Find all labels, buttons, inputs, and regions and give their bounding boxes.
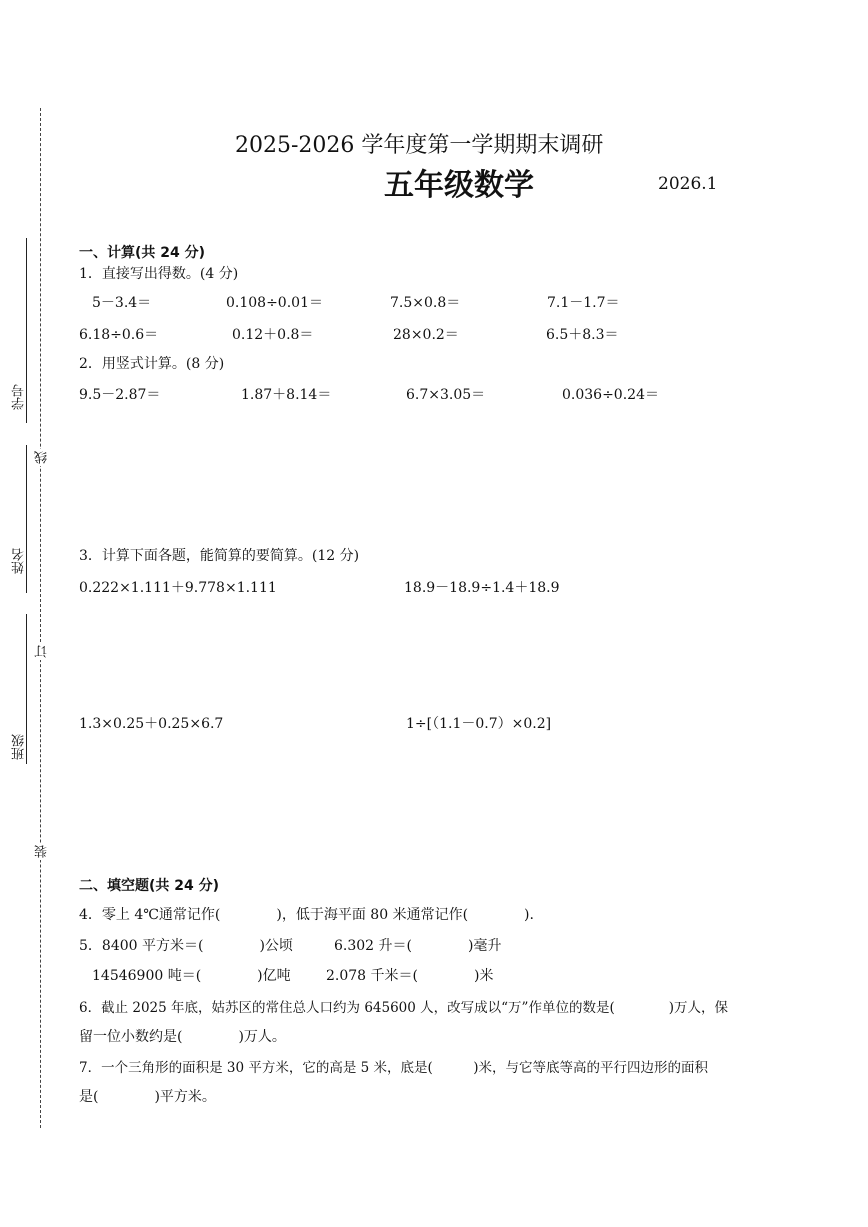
- q3-item: 1.3×0.25＋0.25×6.7: [79, 716, 224, 732]
- exam-subject: 五年级数学: [384, 168, 534, 203]
- q2-label: 2．用竖式计算。(8 分): [79, 356, 225, 372]
- exam-date: 2026.1: [658, 174, 718, 194]
- q5-part-d: 2.078 千米＝( )米: [326, 968, 494, 984]
- q1-item: 5－3.4＝: [92, 295, 152, 311]
- q1-item: 0.108÷0.01＝: [226, 295, 323, 311]
- q2-item: 0.036÷0.24＝: [562, 387, 659, 403]
- q5-part-a: 5．8400 平方米＝( )公顷: [79, 938, 293, 954]
- q6-line1: 6．截止 2025 年底，姑苏区的常住总人口约为 645600 人，改写成以“万”作单位的数是( )万人，保: [79, 1000, 728, 1016]
- student-id-field[interactable]: [26, 238, 27, 423]
- q1-item: 28×0.2＝: [393, 327, 459, 343]
- q1-item: 7.5×0.8＝: [390, 295, 461, 311]
- q3-label: 3．计算下面各题，能简算的要简算。(12 分): [79, 548, 360, 564]
- q1-item: 0.12＋0.8＝: [232, 327, 314, 343]
- margin-mark-zhuang: 装: [35, 845, 50, 858]
- q3-item: 0.222×1.111＋9.778×1.111: [79, 580, 277, 596]
- q7-line2: 是( )平方米。: [79, 1089, 216, 1105]
- q3-item: 1÷[（1.1－0.7）×0.2]: [406, 716, 552, 732]
- q5-part-c: 14546900 吨＝( )亿吨: [92, 968, 291, 984]
- q7-line1: 7．一个三角形的面积是 30 平方米，它的高是 5 米，底是( )米，与它等底等高的平行四边形的面积: [79, 1060, 709, 1076]
- q3-item: 18.9－18.9÷1.4＋18.9: [404, 580, 560, 596]
- margin-mark-xian: 线: [35, 451, 50, 464]
- section1-heading: 一、计算(共 24 分): [79, 245, 206, 261]
- q1-item: 7.1－1.7＝: [547, 295, 620, 311]
- q2-item: 1.87＋8.14＝: [241, 387, 332, 403]
- q2-item: 6.7×3.05＝: [406, 387, 486, 403]
- q4-text: 4．零上 4℃通常记作( )，低于海平面 80 米通常记作( ).: [79, 907, 534, 923]
- q1-item: 6.5＋8.3＝: [546, 327, 619, 343]
- q5-part-b: 6.302 升＝( )毫升: [334, 938, 502, 954]
- q2-item: 9.5－2.87＝: [79, 387, 161, 403]
- class-field[interactable]: [26, 614, 27, 764]
- name-field[interactable]: [26, 445, 27, 593]
- binding-dashed-line: [40, 108, 41, 1128]
- exam-title: 2025-2026 学年度第一学期期末调研: [235, 133, 604, 158]
- section2-heading: 二、填空题(共 24 分): [79, 878, 220, 894]
- q6-line2: 留一位小数约是( )万人。: [79, 1029, 286, 1045]
- student-id-label: 学号: [12, 384, 27, 410]
- q1-label: 1．直接写出得数。(4 分): [79, 266, 239, 282]
- class-label: 班级: [12, 734, 27, 760]
- margin-mark-ding: 订: [35, 645, 50, 658]
- q1-item: 6.18÷0.6＝: [79, 327, 159, 343]
- name-label: 姓名: [12, 548, 27, 574]
